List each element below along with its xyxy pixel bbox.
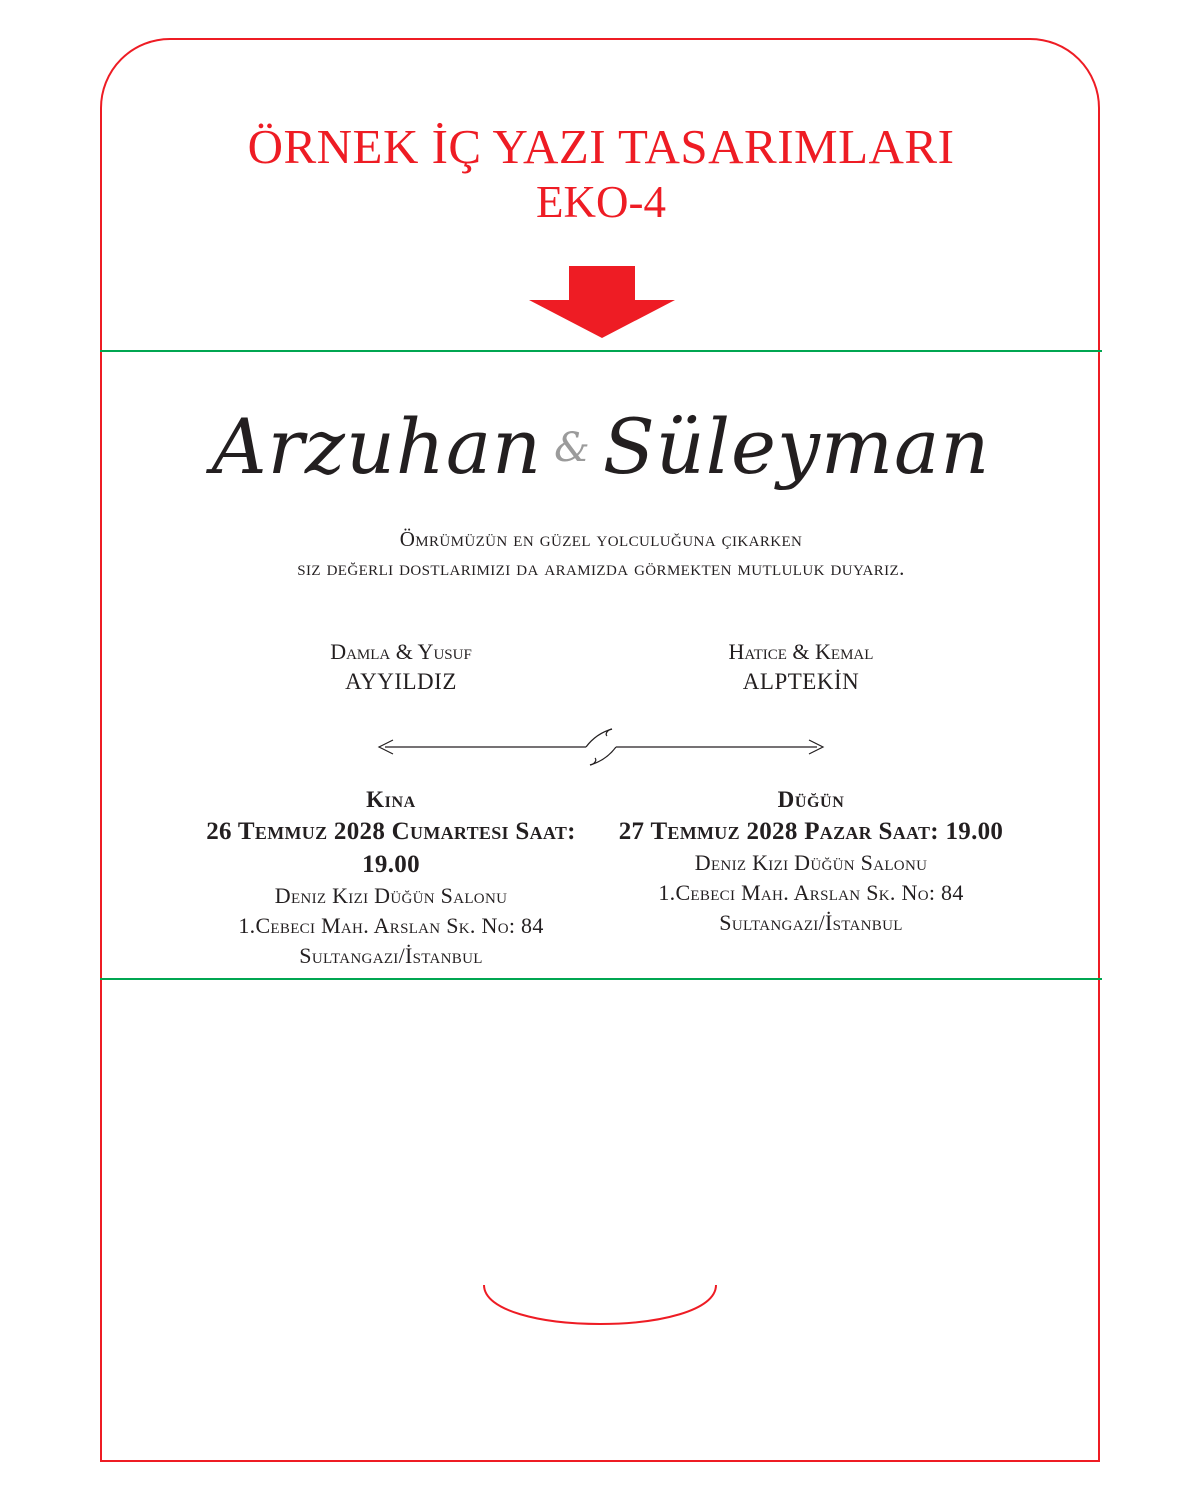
thumb-cut-arc [480, 1285, 720, 1355]
invitation-card [102, 352, 1100, 978]
invitation-intro [102, 525, 1100, 583]
event-henna-venue: Deniz Kızı Düğün Salonu [274, 883, 508, 908]
groom-name: Süleyman [602, 402, 991, 491]
event-henna [181, 785, 601, 971]
event-wedding [601, 785, 1021, 971]
parents-groom [601, 637, 1001, 697]
event-henna-city: Sultangazi/İstanbul [299, 943, 483, 968]
parents-bride [201, 637, 601, 697]
parents-row [102, 637, 1100, 697]
invitation-intro-line1: Ömrümüzün en güzel yolculuğuna çıkarken [399, 527, 803, 551]
arrow-down-icon [529, 266, 675, 338]
fold-line-bottom [100, 978, 1102, 980]
event-wedding-venue: Deniz Kızı Düğün Salonu [694, 850, 928, 875]
parents-groom-surname: ALPTEKİN [742, 669, 860, 694]
page-title [100, 118, 1102, 228]
parents-bride-names: Damla & Yusuf [330, 639, 472, 664]
event-henna-address: 1.Cebeci Mah. Arslan Sk. No: 84 [238, 913, 544, 938]
bride-name: Arzuhan [211, 402, 543, 491]
event-henna-date: 26 Temmuz 2028 Cumartesi Saat: 19.00 [206, 818, 576, 878]
event-wedding-address: 1.Cebeci Mah. Arslan Sk. No: 84 [658, 880, 964, 905]
ornament-divider-icon [102, 727, 1100, 767]
ampersand: & [554, 425, 591, 471]
parents-bride-surname: AYYILDIZ [345, 669, 457, 694]
parents-groom-names: Hatice & Kemal [728, 639, 874, 664]
page-title-line1: ÖRNEK İÇ YAZI TASARIMLARI [247, 119, 955, 174]
couple-names [102, 404, 1100, 491]
invitation-intro-line2: siz değerli dostlarımızı da aramızda görmekten mutluluk duyarız. [297, 556, 905, 580]
event-wedding-title: Düğün [777, 787, 845, 812]
page-title-line2: EKO-4 [536, 177, 666, 227]
event-wedding-city: Sultangazi/İstanbul [719, 910, 903, 935]
events-row [102, 785, 1100, 971]
event-wedding-date: 27 Temmuz 2028 Pazar Saat: 19.00 [618, 818, 1004, 845]
event-henna-title: Kına [366, 787, 416, 812]
